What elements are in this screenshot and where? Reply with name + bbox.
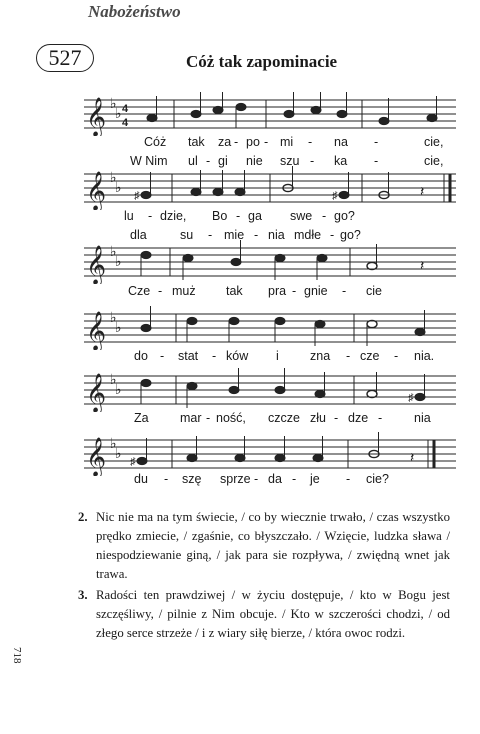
music-staff-5 bbox=[84, 368, 456, 412]
music-staff-4 bbox=[84, 306, 456, 350]
note bbox=[141, 324, 151, 331]
note bbox=[187, 317, 197, 324]
verse-text: Nic nie ma na tym świecie, / co by wiecznie trwało, / czas wszystko prędko zmiecie, / zgaśnie, co błyszczało. / Wzięcie, ludzka sława / niespodziewanie giną, / jak para sie rozpływa, / zwiędną wnet jak trawa. bbox=[96, 510, 450, 581]
svg-text:𝄽: 𝄽 bbox=[420, 183, 425, 199]
note bbox=[191, 110, 201, 117]
hymn-title: Cóż tak zapominacie bbox=[186, 52, 338, 71]
flat-icon: ♭ bbox=[115, 319, 122, 335]
music-staff-6 bbox=[84, 432, 456, 476]
note bbox=[284, 110, 294, 117]
svg-text:𝄽: 𝄽 bbox=[420, 257, 425, 273]
note bbox=[275, 386, 285, 393]
flat-icon: ♭ bbox=[110, 435, 117, 451]
music-staff-3 bbox=[84, 240, 456, 284]
verse-3 bbox=[78, 586, 450, 643]
note bbox=[379, 117, 389, 124]
verse-2 bbox=[78, 508, 450, 584]
treble-clef-icon: 𝄞 bbox=[86, 172, 107, 210]
treble-clef-icon: 𝄞 bbox=[86, 312, 107, 350]
section-header: Nabożeństwo bbox=[88, 2, 181, 21]
page-number: 718 bbox=[11, 647, 23, 664]
flat-icon: ♭ bbox=[110, 95, 117, 111]
music-staff-2 bbox=[84, 166, 456, 210]
note bbox=[315, 320, 325, 327]
flat-icon: ♭ bbox=[110, 371, 117, 387]
note bbox=[137, 457, 147, 464]
svg-text:♯: ♯ bbox=[130, 456, 136, 468]
flat-icon: ♭ bbox=[115, 381, 122, 397]
hymn-number: 527 bbox=[36, 44, 94, 72]
note bbox=[339, 191, 349, 198]
music-staff-1 bbox=[84, 92, 456, 136]
note bbox=[141, 379, 151, 386]
note bbox=[229, 386, 239, 393]
svg-text:♯: ♯ bbox=[332, 190, 338, 202]
lyric-line-1: Cóż tak za - po - mi - na - cie, bbox=[144, 135, 444, 149]
lyric-line-6: do - stat - ków i zna - cze - nia. bbox=[134, 349, 435, 363]
note bbox=[311, 106, 321, 113]
lyric-line-5: Cze - muż tak pra - gnie - cie bbox=[128, 284, 382, 298]
verse-text: Radości ten prawdziwej / w życiu dostępuje, / kto w Bogu jest szczęśliwy, / pilnie z Nim obcuje. / Kto w szczerości chodzi, / od złego serce strzeże / i z wiary siłę bierze, / która owoc rodzi. bbox=[96, 588, 450, 640]
lyric-line-4: dla su - mie - nia mdłe - go? bbox=[130, 228, 361, 242]
svg-text:♯: ♯ bbox=[408, 392, 414, 404]
note bbox=[317, 254, 327, 261]
note bbox=[235, 454, 245, 461]
note bbox=[275, 254, 285, 261]
note bbox=[213, 106, 223, 113]
note bbox=[315, 390, 325, 397]
svg-text:𝄽: 𝄽 bbox=[410, 449, 415, 465]
flat-icon: ♭ bbox=[110, 309, 117, 325]
flat-icon: ♭ bbox=[115, 105, 122, 121]
treble-clef-icon: 𝄞 bbox=[86, 246, 107, 284]
note bbox=[141, 191, 151, 198]
note bbox=[213, 188, 223, 195]
lyric-line-8: du - szę sprze - da - je - cie? bbox=[134, 472, 389, 486]
lyric-line-3: lu - dzie, Bo - ga swe - go? bbox=[124, 209, 355, 223]
flat-icon: ♭ bbox=[115, 445, 122, 461]
note bbox=[275, 454, 285, 461]
flat-icon: ♭ bbox=[115, 179, 122, 195]
svg-text:4: 4 bbox=[122, 117, 129, 129]
time-signature: 4 bbox=[122, 103, 129, 115]
flat-icon: ♭ bbox=[115, 253, 122, 269]
note bbox=[231, 258, 241, 265]
note bbox=[236, 103, 246, 110]
flat-icon: ♭ bbox=[110, 243, 117, 259]
verse-number: 2. bbox=[78, 510, 88, 524]
note bbox=[235, 188, 245, 195]
verses bbox=[78, 508, 450, 645]
lyric-line-2: W Nim ul - gi nie szu - ka - cie, bbox=[130, 154, 444, 168]
lyric-line-7: Za mar - ność, czcze złu - dze - nia bbox=[134, 411, 431, 425]
note bbox=[187, 382, 197, 389]
note bbox=[183, 254, 193, 261]
note bbox=[147, 114, 157, 121]
note bbox=[313, 454, 323, 461]
treble-clef-icon: 𝄞 bbox=[86, 98, 107, 136]
note bbox=[427, 114, 437, 121]
treble-clef-icon: 𝄞 bbox=[86, 438, 107, 476]
treble-clef-icon: 𝄞 bbox=[86, 374, 107, 412]
note bbox=[229, 317, 239, 324]
note bbox=[415, 393, 425, 400]
note bbox=[275, 317, 285, 324]
note bbox=[337, 110, 347, 117]
note bbox=[141, 251, 151, 258]
verse-number: 3. bbox=[78, 588, 88, 602]
note bbox=[187, 454, 197, 461]
note bbox=[415, 328, 425, 335]
svg-text:♯: ♯ bbox=[134, 190, 140, 202]
note bbox=[191, 188, 201, 195]
flat-icon: ♭ bbox=[110, 169, 117, 185]
